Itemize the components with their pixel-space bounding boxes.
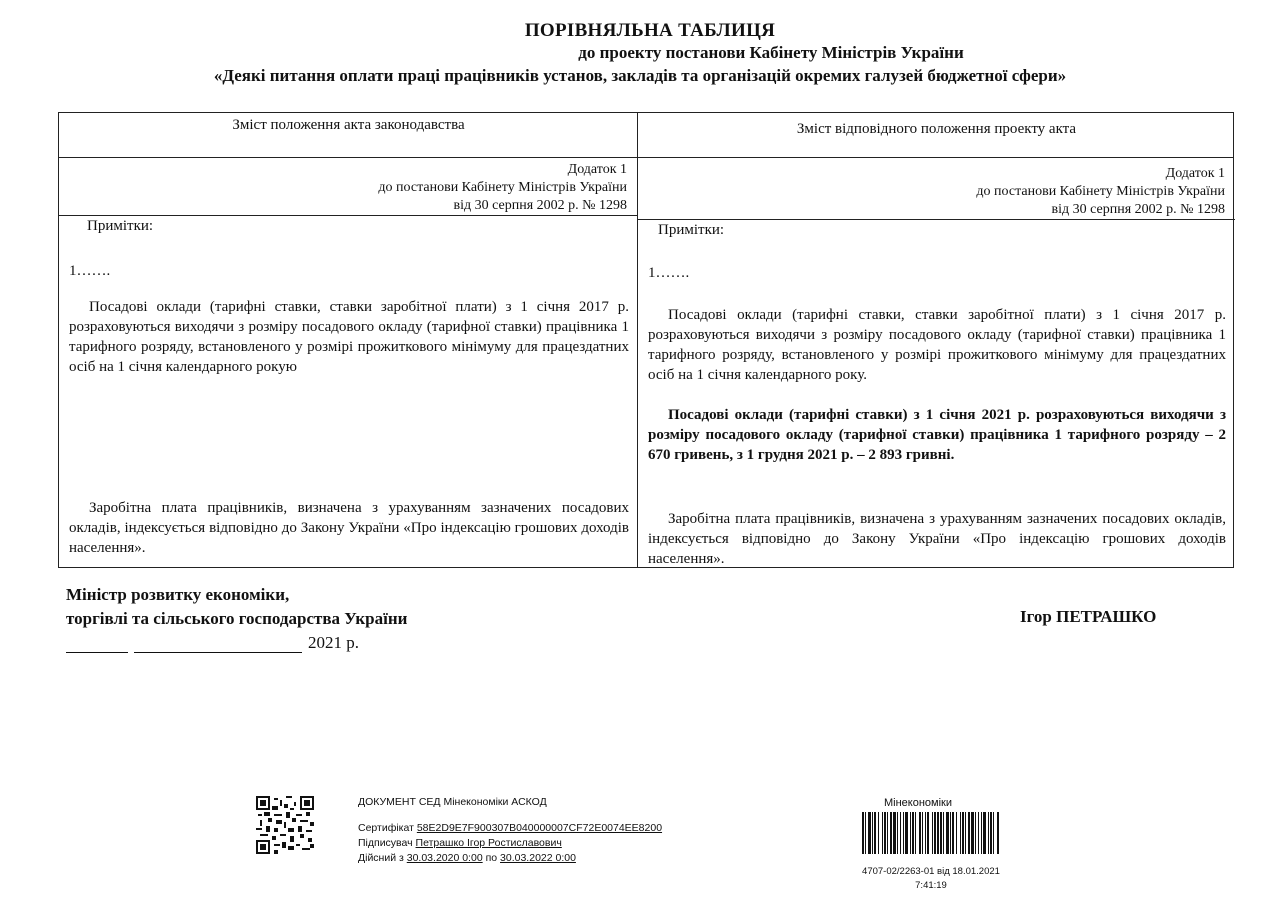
barcode-bar xyxy=(927,812,929,854)
barcode-bar xyxy=(943,812,944,854)
barcode-bar xyxy=(919,812,921,854)
barcode-bar xyxy=(950,812,951,854)
registration-agency: Мінекономіки xyxy=(884,797,953,809)
barcode-bar xyxy=(990,812,992,854)
document-subtitle: до проекту постанови Кабінету Міністрів України xyxy=(578,43,964,62)
barcode-bar xyxy=(882,812,883,854)
barcode-bar xyxy=(897,812,898,854)
barcode-bar xyxy=(905,812,908,854)
barcode-bar xyxy=(900,812,901,854)
electronic-signature-stamp xyxy=(358,795,662,866)
barcode-bar xyxy=(922,812,923,854)
barcode-bar xyxy=(865,812,866,854)
signer-value: Петрашко Ігор Ростиславович xyxy=(415,837,562,849)
document-header xyxy=(0,20,1280,86)
barcode-bar xyxy=(890,812,892,854)
barcode-bar xyxy=(934,812,936,854)
barcode-bar xyxy=(915,812,916,854)
comparison-table xyxy=(58,112,1234,568)
barcode-bar xyxy=(872,812,873,854)
qr-code-icon xyxy=(256,796,314,854)
barcode-bar xyxy=(937,812,939,854)
document-topic: «Деякі питання оплати праці працівників установ, закладів та організацій окремих галузей бюджетної сфери» xyxy=(213,66,1067,85)
registration-info xyxy=(838,865,1024,893)
item-1-left: 1……. xyxy=(69,263,111,279)
appendix-reference-left: Додаток 1 до постанови Кабінету Міністрів України від 30 серпня 2002 р. № 1298 xyxy=(378,162,627,213)
registration-time: 7:41:19 xyxy=(915,880,947,891)
barcode-bar xyxy=(988,812,989,854)
column-header-current-act: Зміст положення акта законодавства xyxy=(232,117,465,133)
barcode-bar xyxy=(912,812,914,854)
barcode-bar xyxy=(962,812,964,854)
document-title: ПОРІВНЯЛЬНА ТАБЛИЦЯ xyxy=(524,20,776,41)
certificate-line: Сертифікат 58E2D9E7F900307B040000007CF72E0074EE8200 xyxy=(358,822,663,834)
certificate-value: 58E2D9E7F900307B040000007CF72E0074EE8200 xyxy=(416,822,663,834)
column-header-draft-act: Зміст відповідного положення проекту акта xyxy=(796,121,1077,137)
sed-document-label: ДОКУМЕНТ СЕД Мінекономіки АСКОД xyxy=(358,796,547,808)
barcode-bar xyxy=(940,812,942,854)
salary-paragraph-right: Посадові оклади (тарифні ставки, ставки заробітної плати) з 1 січня 2017 р. розраховуються виходячи з розміру посадового окладу (тарифної ставки) працівника 1 тарифного розряду, встановленого у розмірі прожиткового мінімуму для працездатних осіб на 1 січня календарного року. xyxy=(648,307,1226,383)
notes-label-right: Примітки: xyxy=(658,222,725,238)
validity-line: Дійсний з 30.03.2020 0:00 по 30.03.2022 0:00 xyxy=(358,852,576,864)
header-row-divider xyxy=(59,157,1233,158)
month-blank xyxy=(134,634,302,653)
barcode-icon xyxy=(860,812,1000,854)
barcode-bar xyxy=(884,812,886,854)
barcode-bar xyxy=(971,812,974,854)
barcode-bar xyxy=(887,812,888,854)
barcode-bar xyxy=(874,812,876,854)
barcode-bar xyxy=(965,812,966,854)
signature-date-line xyxy=(66,633,359,653)
barcode-bar xyxy=(878,812,879,854)
barcode-bar xyxy=(968,812,970,854)
barcode-bar xyxy=(956,812,957,854)
column-divider xyxy=(637,113,638,567)
minister-position: Міністр розвитку економіки, торгівлі та сільського господарства України xyxy=(66,585,408,628)
barcode-bar xyxy=(868,812,871,854)
barcode-bar xyxy=(993,812,994,854)
registration-number: 4707-02/2263-01 від 18.01.2021 xyxy=(862,866,1000,877)
notes-label-left: Примітки: xyxy=(87,218,154,234)
barcode-bar xyxy=(997,812,999,854)
new-salary-paragraph: Посадові оклади (тарифні ставки) з 1 січня 2021 р. розраховуються виходячи з розміру посадового окладу (тарифної ставки) працівника 1 тарифного розряду – 2 670 гривень, з 1 грудня 2021 р. – 2 893 гривні. xyxy=(648,407,1226,463)
barcode-bar xyxy=(903,812,904,854)
indexation-paragraph-right: Заробітна плата працівників, визначена з урахуванням зазначених посадових окладів, індексується відповідно до Закону України «Про індексацію грошових доходів населення». xyxy=(648,511,1226,567)
barcode-bar xyxy=(952,812,954,854)
barcode-bar xyxy=(981,812,982,854)
barcode-bar xyxy=(975,812,976,854)
barcode-bar xyxy=(932,812,933,854)
minister-name: Ігор ПЕТРАШКО xyxy=(1020,607,1157,626)
barcode-bar xyxy=(910,812,911,854)
barcode-bar xyxy=(960,812,961,854)
salary-paragraph-left: Посадові оклади (тарифні ставки, ставки заробітної плати) з 1 січня 2017 р. розраховуються виходячи з розміру посадового окладу (тарифної ставки) працівника 1 тарифного розряду, встановленого у розмірі прожиткового мінімуму для працездатних осіб на 1 січня календарного рокую xyxy=(69,299,629,375)
barcode-bar xyxy=(925,812,926,854)
barcode-bar xyxy=(893,812,896,854)
appendix-reference-right: Додаток 1 до постанови Кабінету Міністрів України від 30 серпня 2002 р. № 1298 xyxy=(976,166,1225,217)
barcode-bar xyxy=(983,812,986,854)
item-1-right: 1……. xyxy=(648,265,690,281)
indexation-paragraph-left: Заробітна плата працівників, визначена з урахуванням зазначених посадових окладів, індексується відповідно до Закону України «Про індексацію грошових доходів населення». xyxy=(69,500,629,556)
barcode-bar xyxy=(978,812,979,854)
barcode-bar xyxy=(862,812,864,854)
day-blank xyxy=(66,634,128,653)
barcode-bar xyxy=(946,812,949,854)
signature-year: 2021 р. xyxy=(308,633,359,652)
signer-line: Підписувач Петрашко Ігор Ростиславович xyxy=(358,837,562,849)
